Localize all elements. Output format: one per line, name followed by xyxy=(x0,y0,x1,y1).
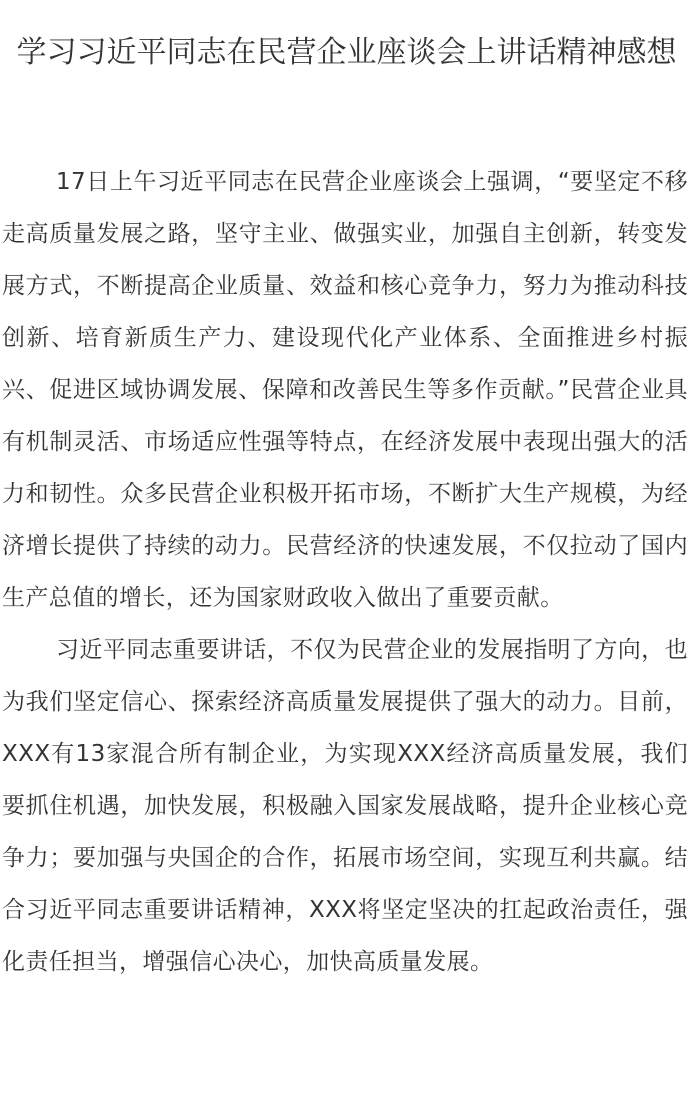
article-title: 学习习近平同志在民营企业座谈会上讲话精神感想 xyxy=(16,35,677,70)
paragraph: 17日上午习近平同志在民营企业座谈会上强调，“要坚定不移走高质量发展之路，坚守主业、做强实业，加强自主创新，转变发展方式，不断提高企业质量、效益和核心竞争力，努力为推动科技创新、培育新质生产力、建设现代化产业体系、全面推进乡村振兴、促进区域协调发展、保障和改善民生等多作贡献。”民营企业具有机制灵活、市场适应性强等特点，在经济发展中表现出强大的活力和韧性。众多民营企业积极开拓市场，不断扩大生产规模，为经济增长提供了持续的动力。民营经济的快速发展，不仅拉动了国内生产总值的增长，还为国家财政收入做出了重要贡献。 xyxy=(2,169,688,611)
paragraph: 习近平同志重要讲话，不仅为民营企业的发展指明了方向，也为我们坚定信心、探索经济高质量发展提供了强大的动力。目前，XXX有13家混合所有制企业，为实现XXX经济高质量发展，我们要抓住机遇，加快发展，积极融入国家发展战略，提升企业核心竞争力；要加强与央国企的合作，拓展市场空间，实现互利共赢。结合习近平同志重要讲话精神，XXX将坚定坚决的扛起政治责任，强化责任担当，增强信心决心，加快高质量发展。 xyxy=(2,637,688,975)
article-body xyxy=(2,156,688,988)
